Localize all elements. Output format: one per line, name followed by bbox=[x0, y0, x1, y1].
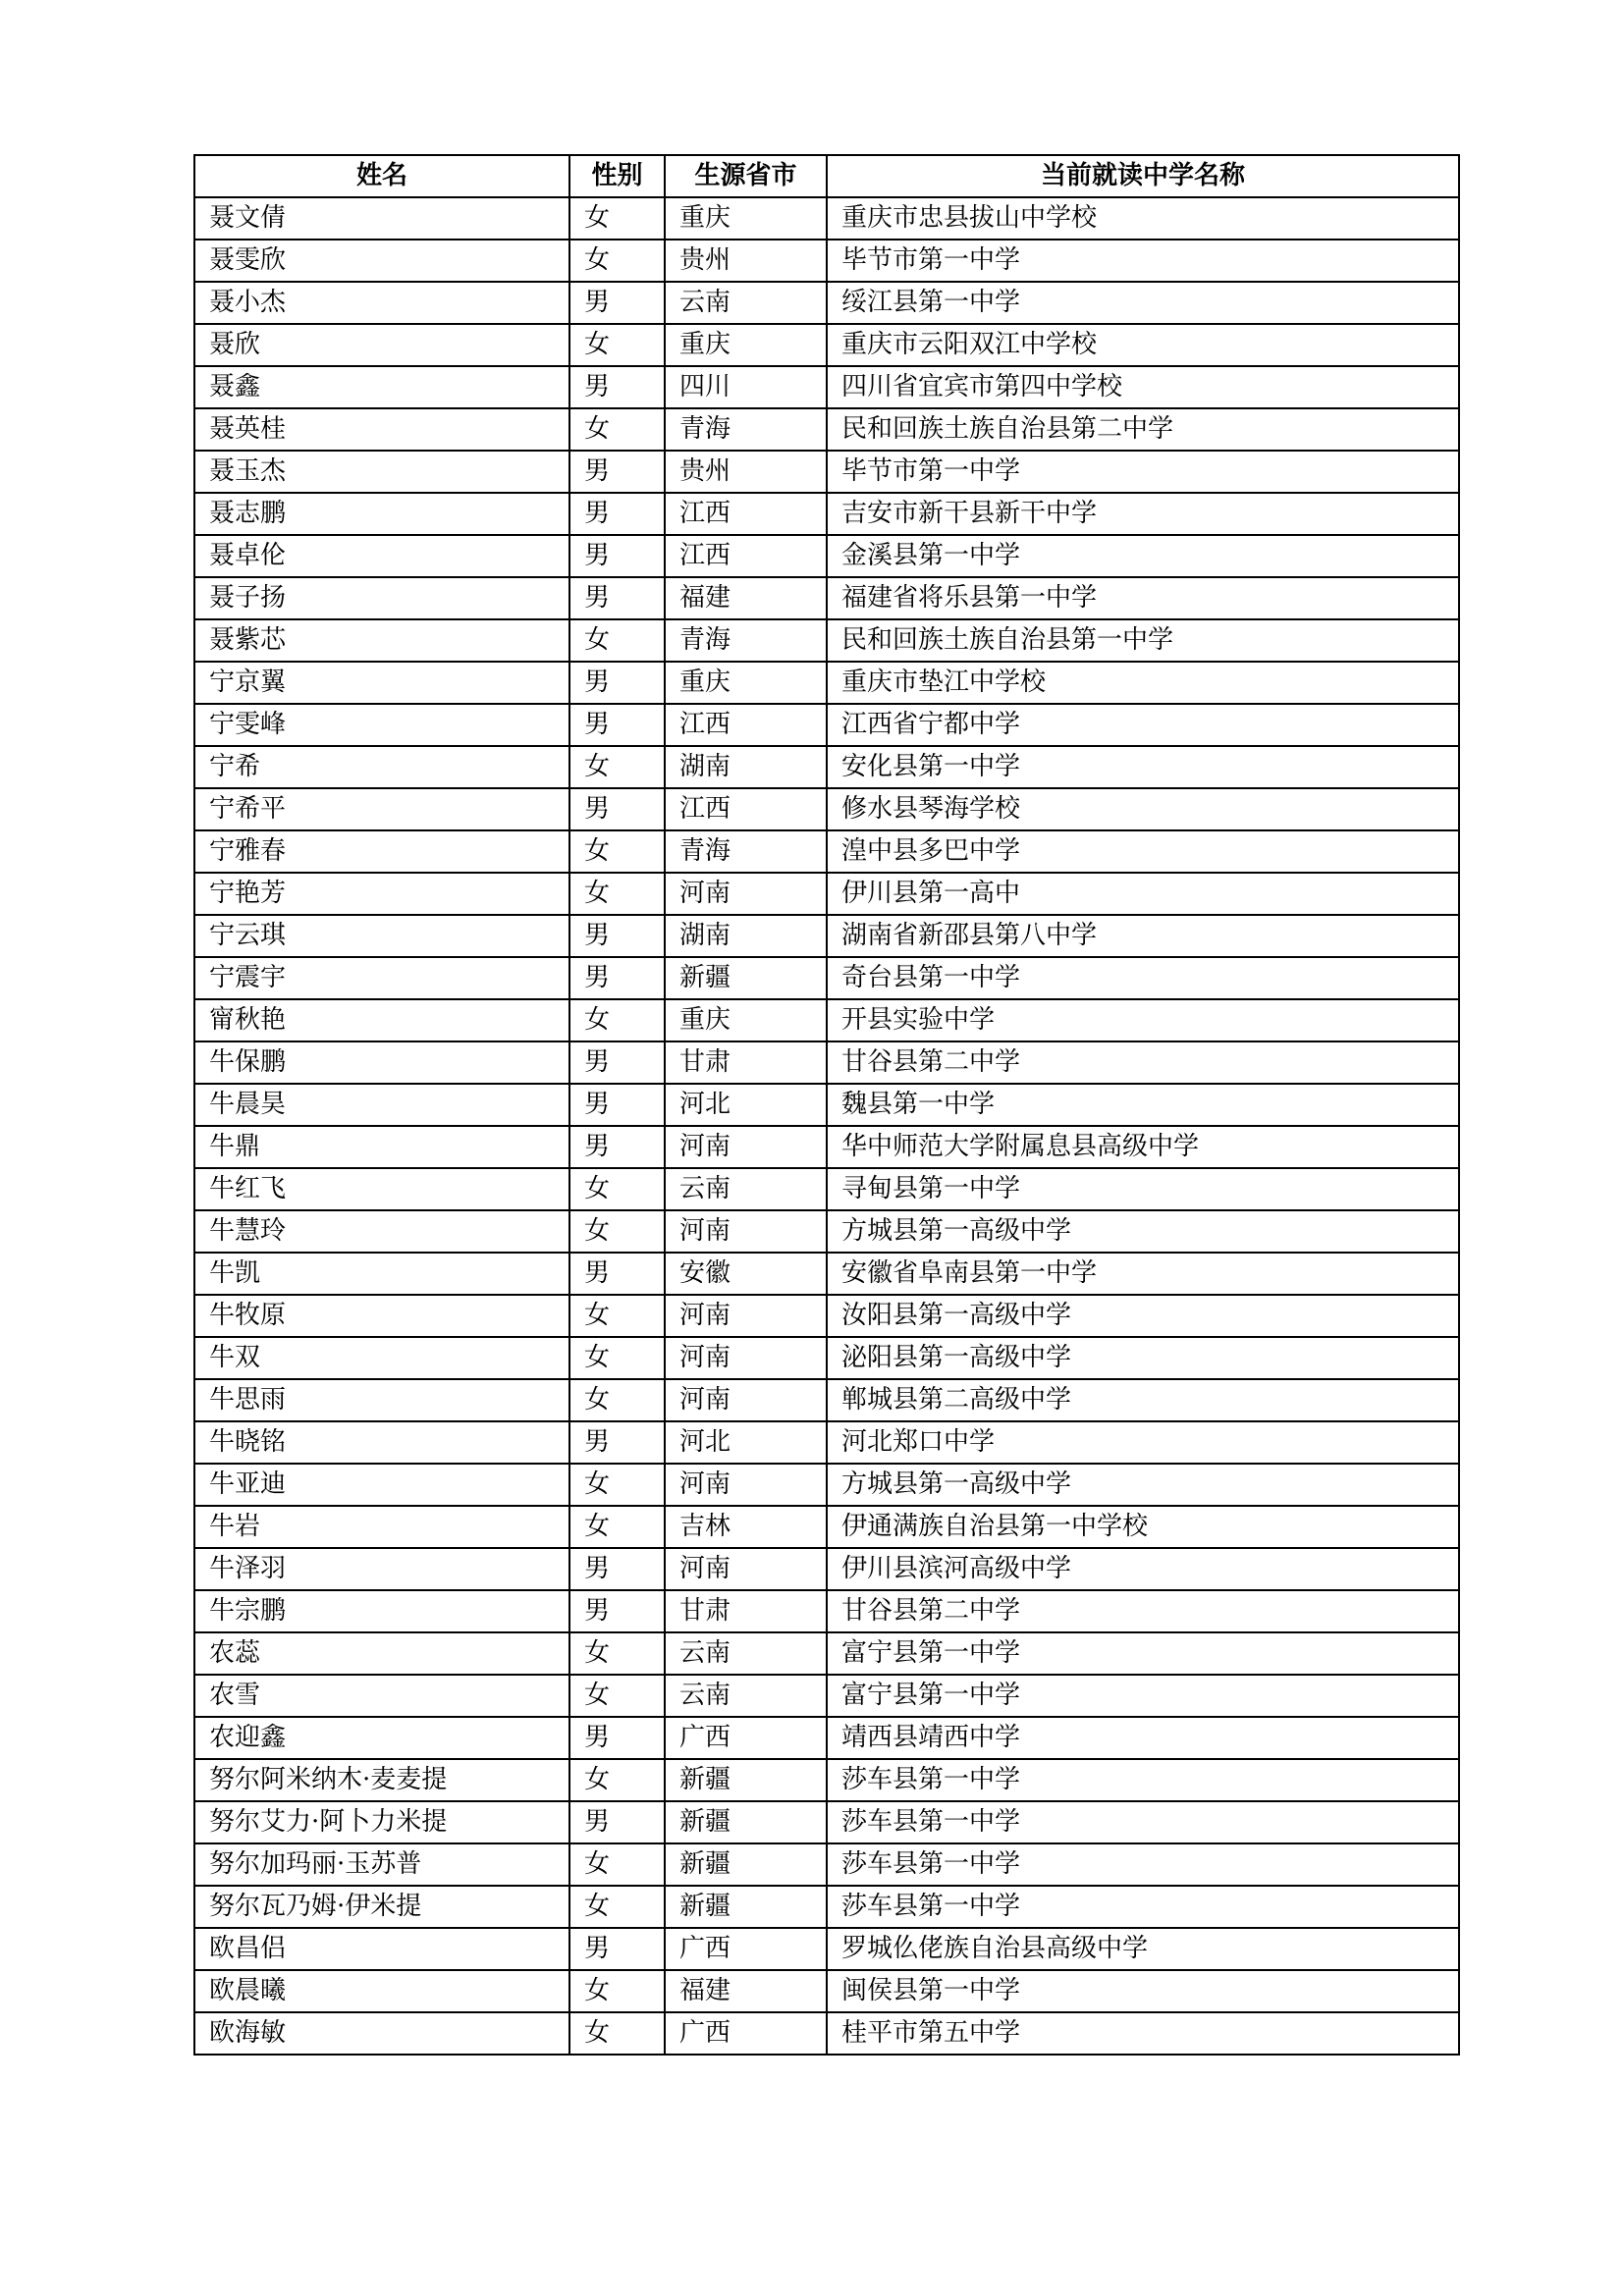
table-row bbox=[194, 873, 1459, 915]
table-row bbox=[194, 915, 1459, 957]
cell-school: 郸城县第二高级中学 bbox=[827, 1379, 1459, 1421]
cell-school: 伊通满族自治县第一中学校 bbox=[827, 1506, 1459, 1548]
table-row bbox=[194, 1970, 1459, 2012]
cell-sex: 男 bbox=[569, 366, 665, 408]
cell-province: 甘肃 bbox=[665, 1041, 827, 1084]
cell-school: 奇台县第一中学 bbox=[827, 957, 1459, 999]
cell-province: 河南 bbox=[665, 1464, 827, 1506]
cell-name: 牛晓铭 bbox=[194, 1421, 569, 1464]
cell-name: 牛思雨 bbox=[194, 1379, 569, 1421]
cell-province: 安徽 bbox=[665, 1253, 827, 1295]
table-row bbox=[194, 704, 1459, 746]
table-row bbox=[194, 1041, 1459, 1084]
cell-province: 云南 bbox=[665, 282, 827, 324]
cell-province: 福建 bbox=[665, 1970, 827, 2012]
cell-name: 聂英桂 bbox=[194, 408, 569, 451]
cell-province: 河南 bbox=[665, 1337, 827, 1379]
cell-name: 牛亚迪 bbox=[194, 1464, 569, 1506]
header-province: 生源省市 bbox=[665, 155, 827, 197]
cell-name: 农蕊 bbox=[194, 1632, 569, 1675]
table-row bbox=[194, 1886, 1459, 1928]
cell-school: 魏县第一中学 bbox=[827, 1084, 1459, 1126]
cell-sex: 男 bbox=[569, 957, 665, 999]
table-row bbox=[194, 240, 1459, 282]
cell-sex: 女 bbox=[569, 1632, 665, 1675]
cell-sex: 男 bbox=[569, 1041, 665, 1084]
cell-name: 努尔阿米纳木·麦麦提 bbox=[194, 1759, 569, 1801]
cell-school: 汝阳县第一高级中学 bbox=[827, 1295, 1459, 1337]
table-row bbox=[194, 1590, 1459, 1632]
cell-province: 重庆 bbox=[665, 324, 827, 366]
cell-province: 吉林 bbox=[665, 1506, 827, 1548]
cell-school: 罗城仫佬族自治县高级中学 bbox=[827, 1928, 1459, 1970]
cell-name: 聂卓伦 bbox=[194, 535, 569, 577]
cell-school: 湖南省新邵县第八中学 bbox=[827, 915, 1459, 957]
cell-name: 宁京翼 bbox=[194, 662, 569, 704]
table-body bbox=[194, 197, 1459, 2055]
table-row bbox=[194, 1506, 1459, 1548]
cell-name: 努尔艾力·阿卜力米提 bbox=[194, 1801, 569, 1843]
cell-sex: 女 bbox=[569, 1675, 665, 1717]
cell-school: 莎车县第一中学 bbox=[827, 1759, 1459, 1801]
cell-name: 宁希 bbox=[194, 746, 569, 788]
table-row bbox=[194, 1379, 1459, 1421]
header-name: 姓名 bbox=[194, 155, 569, 197]
table-row bbox=[194, 1464, 1459, 1506]
cell-sex: 女 bbox=[569, 999, 665, 1041]
cell-school: 金溪县第一中学 bbox=[827, 535, 1459, 577]
cell-school: 莎车县第一中学 bbox=[827, 1843, 1459, 1886]
cell-province: 江西 bbox=[665, 535, 827, 577]
cell-province: 江西 bbox=[665, 788, 827, 830]
cell-sex: 女 bbox=[569, 746, 665, 788]
table-row bbox=[194, 830, 1459, 873]
cell-school: 重庆市忠县拔山中学校 bbox=[827, 197, 1459, 240]
table-row bbox=[194, 1253, 1459, 1295]
cell-sex: 女 bbox=[569, 408, 665, 451]
cell-school: 甘谷县第二中学 bbox=[827, 1041, 1459, 1084]
cell-name: 欧海敏 bbox=[194, 2012, 569, 2055]
cell-school: 毕节市第一中学 bbox=[827, 451, 1459, 493]
cell-sex: 女 bbox=[569, 830, 665, 873]
cell-school: 寻甸县第一中学 bbox=[827, 1168, 1459, 1210]
table-row bbox=[194, 1168, 1459, 1210]
table-row bbox=[194, 662, 1459, 704]
cell-school: 绥江县第一中学 bbox=[827, 282, 1459, 324]
cell-province: 新疆 bbox=[665, 1886, 827, 1928]
cell-sex: 男 bbox=[569, 577, 665, 619]
cell-province: 河南 bbox=[665, 873, 827, 915]
cell-name: 牛凯 bbox=[194, 1253, 569, 1295]
cell-province: 重庆 bbox=[665, 999, 827, 1041]
cell-province: 广西 bbox=[665, 1717, 827, 1759]
table-row bbox=[194, 1548, 1459, 1590]
cell-name: 努尔瓦乃姆·伊米提 bbox=[194, 1886, 569, 1928]
cell-school: 富宁县第一中学 bbox=[827, 1675, 1459, 1717]
cell-school: 方城县第一高级中学 bbox=[827, 1210, 1459, 1253]
cell-school: 甘谷县第二中学 bbox=[827, 1590, 1459, 1632]
cell-sex: 男 bbox=[569, 493, 665, 535]
cell-name: 聂子扬 bbox=[194, 577, 569, 619]
cell-school: 泌阳县第一高级中学 bbox=[827, 1337, 1459, 1379]
cell-name: 牛红飞 bbox=[194, 1168, 569, 1210]
cell-name: 牛宗鹏 bbox=[194, 1590, 569, 1632]
table-row bbox=[194, 1843, 1459, 1886]
table-row bbox=[194, 324, 1459, 366]
cell-name: 宁云琪 bbox=[194, 915, 569, 957]
cell-name: 聂文倩 bbox=[194, 197, 569, 240]
cell-name: 牛慧玲 bbox=[194, 1210, 569, 1253]
cell-school: 伊川县滨河高级中学 bbox=[827, 1548, 1459, 1590]
cell-name: 牛双 bbox=[194, 1337, 569, 1379]
cell-sex: 女 bbox=[569, 1379, 665, 1421]
cell-sex: 男 bbox=[569, 451, 665, 493]
table-row bbox=[194, 535, 1459, 577]
cell-sex: 女 bbox=[569, 1843, 665, 1886]
cell-name: 农雪 bbox=[194, 1675, 569, 1717]
cell-school: 重庆市垫江中学校 bbox=[827, 662, 1459, 704]
cell-sex: 男 bbox=[569, 662, 665, 704]
cell-sex: 女 bbox=[569, 240, 665, 282]
cell-province: 广西 bbox=[665, 1928, 827, 1970]
cell-school: 开县实验中学 bbox=[827, 999, 1459, 1041]
table-row bbox=[194, 282, 1459, 324]
cell-name: 努尔加玛丽·玉苏普 bbox=[194, 1843, 569, 1886]
cell-province: 青海 bbox=[665, 408, 827, 451]
cell-name: 宁艳芳 bbox=[194, 873, 569, 915]
cell-school: 福建省将乐县第一中学 bbox=[827, 577, 1459, 619]
cell-sex: 男 bbox=[569, 535, 665, 577]
cell-sex: 男 bbox=[569, 282, 665, 324]
cell-sex: 女 bbox=[569, 1337, 665, 1379]
cell-province: 新疆 bbox=[665, 1801, 827, 1843]
cell-province: 新疆 bbox=[665, 1759, 827, 1801]
cell-name: 牛鼎 bbox=[194, 1126, 569, 1168]
cell-province: 湖南 bbox=[665, 915, 827, 957]
cell-sex: 男 bbox=[569, 1253, 665, 1295]
cell-sex: 女 bbox=[569, 1295, 665, 1337]
cell-school: 靖西县靖西中学 bbox=[827, 1717, 1459, 1759]
table-row bbox=[194, 366, 1459, 408]
cell-school: 安徽省阜南县第一中学 bbox=[827, 1253, 1459, 1295]
table-row bbox=[194, 1717, 1459, 1759]
cell-school: 河北郑口中学 bbox=[827, 1421, 1459, 1464]
cell-name: 聂志鹏 bbox=[194, 493, 569, 535]
cell-province: 河南 bbox=[665, 1379, 827, 1421]
cell-sex: 女 bbox=[569, 197, 665, 240]
header-school: 当前就读中学名称 bbox=[827, 155, 1459, 197]
cell-province: 重庆 bbox=[665, 662, 827, 704]
cell-province: 新疆 bbox=[665, 1843, 827, 1886]
cell-province: 江西 bbox=[665, 493, 827, 535]
table-row bbox=[194, 1126, 1459, 1168]
cell-sex: 女 bbox=[569, 1759, 665, 1801]
cell-province: 河南 bbox=[665, 1295, 827, 1337]
cell-province: 青海 bbox=[665, 619, 827, 662]
cell-sex: 女 bbox=[569, 1970, 665, 2012]
cell-sex: 女 bbox=[569, 1464, 665, 1506]
table-row bbox=[194, 1759, 1459, 1801]
cell-name: 聂紫芯 bbox=[194, 619, 569, 662]
table-row bbox=[194, 2012, 1459, 2055]
table-row bbox=[194, 577, 1459, 619]
cell-sex: 男 bbox=[569, 1928, 665, 1970]
cell-school: 四川省宜宾市第四中学校 bbox=[827, 366, 1459, 408]
table-row bbox=[194, 493, 1459, 535]
table-row bbox=[194, 619, 1459, 662]
cell-name: 聂鑫 bbox=[194, 366, 569, 408]
cell-name: 牛牧原 bbox=[194, 1295, 569, 1337]
cell-school: 重庆市云阳双江中学校 bbox=[827, 324, 1459, 366]
cell-sex: 女 bbox=[569, 873, 665, 915]
cell-school: 华中师范大学附属息县高级中学 bbox=[827, 1126, 1459, 1168]
table-row bbox=[194, 957, 1459, 999]
cell-province: 贵州 bbox=[665, 240, 827, 282]
cell-school: 莎车县第一中学 bbox=[827, 1886, 1459, 1928]
cell-province: 甘肃 bbox=[665, 1590, 827, 1632]
cell-name: 聂小杰 bbox=[194, 282, 569, 324]
cell-province: 重庆 bbox=[665, 197, 827, 240]
cell-sex: 男 bbox=[569, 1421, 665, 1464]
cell-name: 欧晨曦 bbox=[194, 1970, 569, 2012]
cell-province: 云南 bbox=[665, 1168, 827, 1210]
cell-sex: 男 bbox=[569, 1548, 665, 1590]
cell-province: 青海 bbox=[665, 830, 827, 873]
cell-province: 云南 bbox=[665, 1675, 827, 1717]
cell-school: 民和回族土族自治县第二中学 bbox=[827, 408, 1459, 451]
cell-name: 聂欣 bbox=[194, 324, 569, 366]
cell-province: 河南 bbox=[665, 1126, 827, 1168]
table-row bbox=[194, 1295, 1459, 1337]
cell-province: 广西 bbox=[665, 2012, 827, 2055]
cell-sex: 女 bbox=[569, 1210, 665, 1253]
cell-school: 方城县第一高级中学 bbox=[827, 1464, 1459, 1506]
cell-province: 湖南 bbox=[665, 746, 827, 788]
cell-school: 吉安市新干县新干中学 bbox=[827, 493, 1459, 535]
cell-school: 莎车县第一中学 bbox=[827, 1801, 1459, 1843]
cell-school: 毕节市第一中学 bbox=[827, 240, 1459, 282]
table-header-row bbox=[194, 155, 1459, 197]
cell-name: 牛岩 bbox=[194, 1506, 569, 1548]
cell-school: 湟中县多巴中学 bbox=[827, 830, 1459, 873]
cell-sex: 男 bbox=[569, 1717, 665, 1759]
table-row bbox=[194, 1801, 1459, 1843]
cell-sex: 女 bbox=[569, 619, 665, 662]
cell-school: 修水县琴海学校 bbox=[827, 788, 1459, 830]
cell-school: 安化县第一中学 bbox=[827, 746, 1459, 788]
cell-sex: 男 bbox=[569, 788, 665, 830]
cell-sex: 女 bbox=[569, 1168, 665, 1210]
cell-province: 福建 bbox=[665, 577, 827, 619]
table-row bbox=[194, 197, 1459, 240]
cell-sex: 女 bbox=[569, 2012, 665, 2055]
table-row bbox=[194, 451, 1459, 493]
cell-name: 牛保鹏 bbox=[194, 1041, 569, 1084]
cell-sex: 男 bbox=[569, 1084, 665, 1126]
cell-province: 河南 bbox=[665, 1548, 827, 1590]
cell-name: 宁雯峰 bbox=[194, 704, 569, 746]
student-roster-table bbox=[193, 154, 1460, 2056]
table-row bbox=[194, 408, 1459, 451]
table-row bbox=[194, 746, 1459, 788]
table-row bbox=[194, 1421, 1459, 1464]
table-row bbox=[194, 1675, 1459, 1717]
cell-sex: 男 bbox=[569, 704, 665, 746]
cell-province: 四川 bbox=[665, 366, 827, 408]
table-row bbox=[194, 1337, 1459, 1379]
cell-sex: 男 bbox=[569, 1126, 665, 1168]
cell-name: 聂雯欣 bbox=[194, 240, 569, 282]
cell-school: 桂平市第五中学 bbox=[827, 2012, 1459, 2055]
cell-school: 富宁县第一中学 bbox=[827, 1632, 1459, 1675]
cell-sex: 女 bbox=[569, 1886, 665, 1928]
cell-name: 牛晨昊 bbox=[194, 1084, 569, 1126]
table-row bbox=[194, 1210, 1459, 1253]
cell-name: 宁希平 bbox=[194, 788, 569, 830]
cell-school: 伊川县第一高中 bbox=[827, 873, 1459, 915]
cell-sex: 男 bbox=[569, 915, 665, 957]
cell-name: 欧昌侣 bbox=[194, 1928, 569, 1970]
cell-school: 民和回族土族自治县第一中学 bbox=[827, 619, 1459, 662]
cell-province: 河北 bbox=[665, 1421, 827, 1464]
cell-school: 江西省宁都中学 bbox=[827, 704, 1459, 746]
cell-province: 云南 bbox=[665, 1632, 827, 1675]
cell-name: 牛泽羽 bbox=[194, 1548, 569, 1590]
table-row bbox=[194, 1084, 1459, 1126]
cell-name: 甯秋艳 bbox=[194, 999, 569, 1041]
table-row bbox=[194, 1632, 1459, 1675]
cell-province: 新疆 bbox=[665, 957, 827, 999]
cell-school: 闽侯县第一中学 bbox=[827, 1970, 1459, 2012]
cell-sex: 女 bbox=[569, 1506, 665, 1548]
cell-province: 河南 bbox=[665, 1210, 827, 1253]
cell-name: 宁雅春 bbox=[194, 830, 569, 873]
cell-sex: 女 bbox=[569, 324, 665, 366]
cell-province: 河北 bbox=[665, 1084, 827, 1126]
cell-name: 农迎鑫 bbox=[194, 1717, 569, 1759]
table-row bbox=[194, 999, 1459, 1041]
cell-name: 聂玉杰 bbox=[194, 451, 569, 493]
table-row bbox=[194, 1928, 1459, 1970]
table-row bbox=[194, 788, 1459, 830]
cell-province: 贵州 bbox=[665, 451, 827, 493]
header-sex: 性别 bbox=[569, 155, 665, 197]
cell-sex: 男 bbox=[569, 1801, 665, 1843]
cell-province: 江西 bbox=[665, 704, 827, 746]
cell-sex: 男 bbox=[569, 1590, 665, 1632]
cell-name: 宁震宇 bbox=[194, 957, 569, 999]
